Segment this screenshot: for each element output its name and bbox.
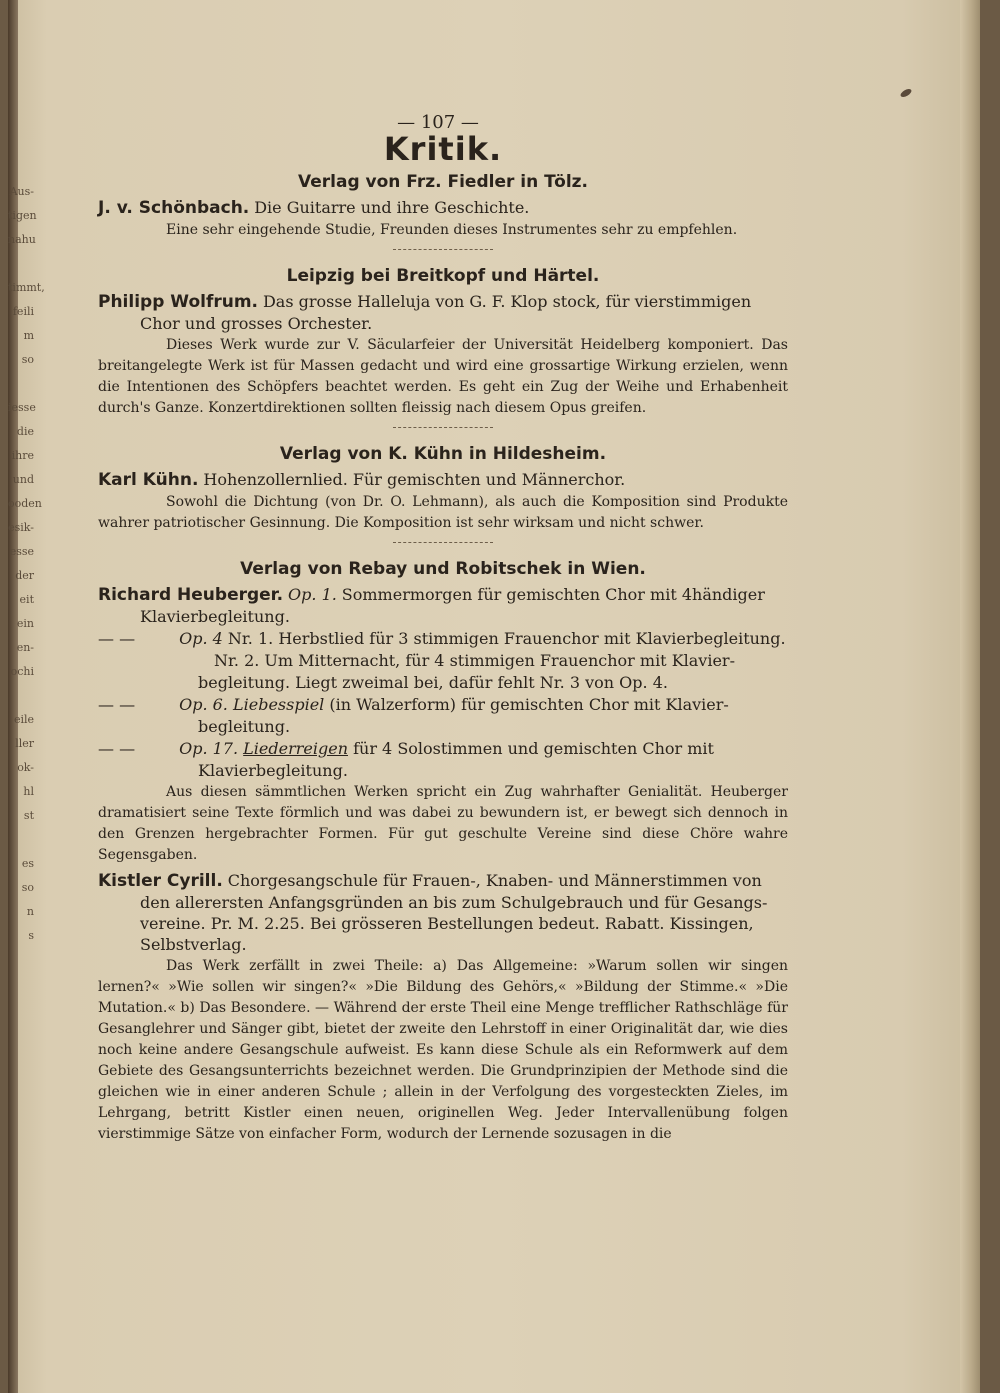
section-separator xyxy=(393,427,493,434)
bleed-fragment: m so xyxy=(21,329,34,366)
bleed-fragment: en- xyxy=(16,641,34,654)
facing-page-bleed xyxy=(8,180,45,960)
opus-item: für 4 Solostimmen und gemischten Chor mit xyxy=(353,739,714,758)
bleed-fragment: st xyxy=(23,809,34,822)
opus-line xyxy=(98,694,788,715)
opus-item: (in Walzerform) für gemischten Chor mit Klavier- xyxy=(329,695,729,714)
bleed-fragment xyxy=(8,684,38,708)
bleed-fragment: ein xyxy=(16,617,34,630)
section-separator xyxy=(393,249,493,256)
opus-line-continued: Klavierbegleitung. xyxy=(198,761,348,780)
work-title-continued: den allerersten Anfangsgründen an bis zum Schulgebrauch und für Gesangs-vereine. Pr. M. 2.25. Bei grösseren Bestellungen bedeut. Rabatt. Kissingen, Selbstverlag. xyxy=(140,893,768,954)
bleed-fragment: eit xyxy=(19,593,34,606)
publisher-heading: Verlag von Rebay und Robitschek in Wien. xyxy=(240,559,646,579)
bleed-fragment: ller xyxy=(15,737,34,750)
bleed-fragment: ochi xyxy=(10,665,34,678)
scanned-page xyxy=(8,0,980,1393)
bleed-fragment: und xyxy=(12,473,34,486)
ink-smudge xyxy=(899,87,912,98)
page-edge xyxy=(960,0,980,1393)
work-title: Hohenzollernlied. Für gemischten und Männerchor. xyxy=(203,470,626,489)
bleed-fragment: es xyxy=(21,857,34,870)
bleed-fragment: der xyxy=(15,569,34,582)
review-entry xyxy=(98,469,788,491)
bleed-fragment: iesse xyxy=(8,401,36,414)
bleed-fragment: timmt, xyxy=(8,281,45,294)
opus-number: Op. 17. xyxy=(179,739,239,758)
bleed-fragment: feili xyxy=(12,305,34,318)
publisher-heading: Leipzig bei Breitkopf und Härtel. xyxy=(286,266,600,286)
review-text: Dieses Werk wurde zur V. Säcularfeier der Universität Heidelberg komponiert. Das breitangelegte Werk ist für Massen gedacht und wird eine grossartige Wirkung erzielen, wenn die Intentionen des Schöpfers beachtet werden. Es geht ein Zug der Weihe und Erhabenheit durch's Ganze. Konzertdirektionen sollten fleissig nach diesem Opus greifen. xyxy=(98,337,788,416)
opus-title: Liederreigen xyxy=(243,739,348,758)
section-separator xyxy=(393,542,493,549)
bleed-fragment: Aus- xyxy=(9,185,34,198)
opus-number: Op. 1. xyxy=(288,585,337,604)
bleed-fragment xyxy=(8,372,38,396)
opus-title: Liebesspiel xyxy=(232,695,325,714)
publisher-heading: Verlag von Frz. Fiedler in Tölz. xyxy=(298,172,588,192)
bleed-fragment: ihre xyxy=(11,449,34,462)
work-title-continued: Klavierbegleitung. xyxy=(140,607,290,626)
page-title: Kritik. xyxy=(383,130,503,168)
work-title: Das grosse Halleluja von G. F. Klop stock, für vierstimmigen xyxy=(262,292,752,311)
opus-line xyxy=(98,628,788,649)
opus-line xyxy=(98,738,788,759)
bleed-fragment xyxy=(8,828,38,852)
author-name: Karl Kühn. xyxy=(98,470,199,490)
opus-line-continued: begleitung. xyxy=(198,717,291,736)
bleed-fragment: so xyxy=(21,881,34,894)
bleed-fragment: ooden xyxy=(8,497,42,510)
review-entry xyxy=(98,870,788,892)
bleed-fragment: hl xyxy=(23,785,34,798)
bleed-fragment: ok- xyxy=(17,761,34,774)
work-title: Chorgesangschule für Frauen-, Knaben- und Männerstimmen von xyxy=(227,871,762,890)
opus-line xyxy=(98,650,788,671)
author-name: J. v. Schönbach. xyxy=(98,198,250,218)
page-content xyxy=(98,112,788,1146)
bleed-fragment: tigen xyxy=(8,209,37,222)
bleed-fragment: esse xyxy=(9,545,34,558)
ditto-dash: — — xyxy=(98,739,136,758)
bleed-fragment: eile xyxy=(13,713,34,726)
work-title: Sommermorgen für gemischten Chor mit 4händiger xyxy=(341,585,765,604)
opus-number: Op. 6. xyxy=(179,695,228,714)
publisher-heading: Verlag von K. Kühn in Hildesheim. xyxy=(279,444,607,464)
review-text: Das Werk zerfällt in zwei Theile: a) Das Allgemeine: »Warum sollen wir singen lernen?« »Wie sollen wir singen?« »Die Bildung des Gehörs,« »Bildung der Stimme.« »Die Mutation.« b) Das Besondere. — Während der erste Theil eine Menge trefflicher Rathschläge für Gesanglehrer und Sänger gibt, bietet der zweite den Lehrstoff in einer Originalität dar, wie dies noch keine andere Gesangschule aufweist. Es kann diese Schule als ein Reformwerk auf dem Gebiete des Gesangsunterrichts bezeichnet werden. Die Grundprinzipien der Methode sind die gleichen wie in einer anderen Schule ; allein in der Verfolgung des vorgesteckten Zieles, im Lehrgang, betritt Kistler einen neuen, originellen Weg. Jeder Intervallenübung folgen vierstimmige Sätze von einfacher Form, wodurch der Lernende sozusagen in die xyxy=(98,958,788,1142)
bleed-fragment xyxy=(8,252,38,276)
author-name: Kistler Cyrill. xyxy=(98,871,223,891)
review-text: Sowohl die Dichtung (von Dr. O. Lehmann), als auch die Komposition sind Produkte wahrer patriotischer Gesinnung. Die Komposition ist sehr wirksam und nicht schwer. xyxy=(98,494,788,531)
bleed-fragment: esik- xyxy=(8,521,34,534)
opus-item: Nr. 1. Herbstlied für 3 stimmigen Frauenchor mit Klavierbegleitung. xyxy=(227,629,786,648)
bleed-fragment: n xyxy=(26,905,34,918)
ditto-dash: — — xyxy=(98,629,136,648)
opus-item: Nr. 2. Um Mitternacht, für 4 stimmigen Frauenchor mit Klavier- xyxy=(214,651,735,670)
author-name: Philipp Wolfrum. xyxy=(98,292,259,312)
bleed-fragment: s xyxy=(28,929,34,942)
review-entry xyxy=(98,197,788,219)
review-entry xyxy=(98,584,788,606)
opus-number: Op. 4 xyxy=(179,629,223,648)
bleed-fragment: die xyxy=(16,425,34,438)
page-number: — 107 — xyxy=(397,112,479,133)
review-text: Aus diesen sämmtlichen Werken spricht ein Zug wahrhafter Genialität. Heuberger dramatisiert seine Texte förmlich und was dabei zu bewundern ist, er bewegt sich dennoch in den Grenzen hergebrachter Formen. Für gut geschulte Vereine sind diese Chöre wahre Segensgaben. xyxy=(98,784,788,863)
author-name: Richard Heuberger. xyxy=(98,585,284,605)
ditto-dash: — — xyxy=(98,695,136,714)
review-text: Eine sehr eingehende Studie, Freunden dieses Instrumentes sehr zu empfehlen. xyxy=(166,222,738,238)
opus-line-continued: begleitung. Liegt zweimal bei, dafür fehlt Nr. 3 von Op. 4. xyxy=(198,673,668,692)
work-title-continued: Chor und grosses Orchester. xyxy=(140,314,373,333)
review-entry xyxy=(98,291,788,313)
bleed-fragment: nahu xyxy=(8,233,36,246)
work-title: Die Guitarre und ihre Geschichte. xyxy=(254,198,530,217)
